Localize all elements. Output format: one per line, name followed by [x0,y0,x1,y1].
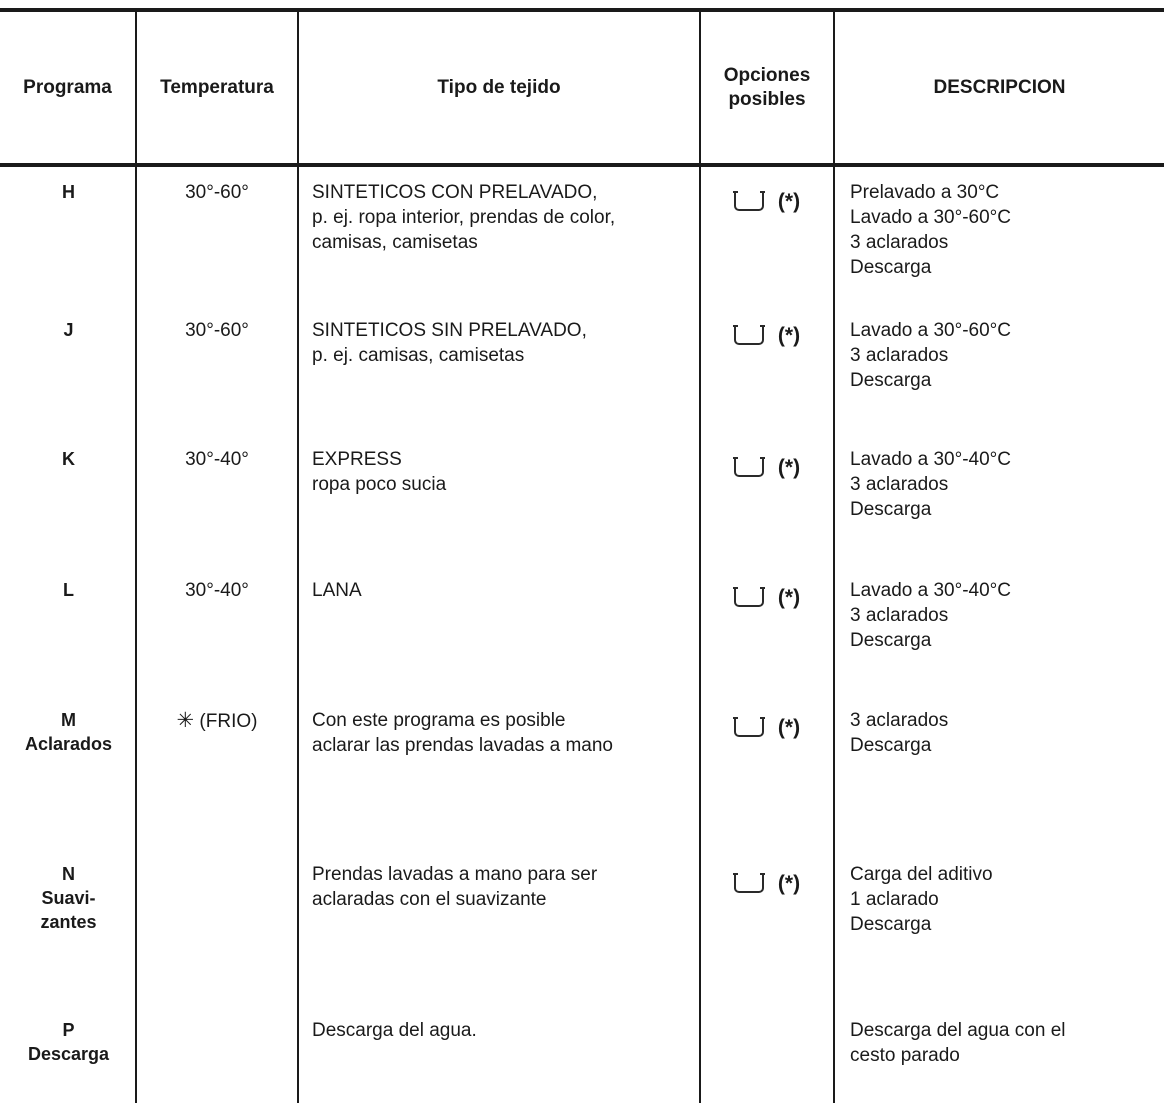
programa-cell [0,578,137,602]
programa-cell-line: N [62,864,75,884]
tipo-cell [312,180,697,255]
tub-icon [734,718,764,737]
programa-cell-line: L [63,580,74,600]
descripcion-cell-line: Lavado a 30°-60°C [850,207,1011,228]
temperatura-cell [137,578,297,603]
programa-cell-line: H [62,182,75,202]
option-note-mark: (*) [777,716,801,739]
descripcion-cell [850,862,1160,937]
tipo-cell-line: p. ej. ropa interior, prendas de color, [312,207,616,228]
descripcion-cell-line: 3 aclarados [850,474,949,495]
tipo-cell [312,318,697,368]
tub-icon [734,326,764,345]
column-divider [833,10,835,1103]
snowflake-icon: ✳ [176,709,195,732]
temperatura-cell [137,180,297,205]
opciones-cell [701,585,833,610]
tipo-cell-line: SINTETICOS CON PRELAVADO, [312,182,598,203]
descripcion-cell [850,447,1160,522]
opciones-cell [701,323,833,348]
programa-cell [0,180,137,204]
programa-cell [0,862,137,934]
option-note-mark: (*) [777,456,801,479]
descripcion-cell-line: Lavado a 30°-40°C [850,580,1011,601]
option-note-mark: (*) [777,586,801,609]
temperatura-value: (FRIO) [199,711,258,732]
descripcion-cell-line: cesto parado [850,1045,960,1066]
programa-cell [0,318,137,342]
descripcion-cell-line: 3 aclarados [850,710,949,731]
programa-cell-line: zantes [40,912,97,932]
descripcion-cell-line: Descarga [850,630,932,651]
header-programa: Programa [23,76,112,98]
descripcion-cell-line: 3 aclarados [850,605,949,626]
programa-cell [0,708,137,756]
descripcion-cell-line: Descarga [850,257,932,278]
programa-cell [0,447,137,471]
temperatura-value: 30°-40° [185,449,249,470]
header-opciones-posibles [701,12,833,163]
tipo-cell-line: ropa poco sucia [312,474,447,495]
header-descripcion: DESCRIPCION [933,76,1066,98]
programa-cell-line: Descarga [27,1044,110,1064]
header-opciones-line: Opciones [723,64,811,86]
tub-icon [734,192,764,211]
tipo-cell [312,1018,697,1043]
opciones-cell [701,871,833,896]
tipo-cell-line: p. ej. camisas, camisetas [312,345,525,366]
tipo-cell-line: EXPRESS [312,449,402,470]
column-divider [297,10,299,1103]
descripcion-cell [850,318,1160,393]
descripcion-cell-line: 1 aclarado [850,889,939,910]
temperatura-value: 30°-40° [185,580,249,601]
header-tipo-de-tejido: Tipo de tejido [437,76,561,98]
tipo-cell-line: aclarar las prendas lavadas a mano [312,735,614,756]
tipo-cell-line: camisas, camisetas [312,232,478,253]
programa-cell-line: K [62,449,75,469]
opciones-cell [701,189,833,214]
opciones-cell [701,455,833,480]
tipo-cell [312,708,697,758]
tipo-cell [312,578,697,603]
descripcion-cell [850,708,1160,758]
temperatura-cell [137,447,297,472]
tub-icon [734,874,764,893]
descripcion-cell-line: Descarga del agua con el [850,1020,1066,1041]
option-note-mark: (*) [777,872,801,895]
opciones-cell [701,715,833,740]
tipo-cell-line: Prendas lavadas a mano para ser [312,864,598,885]
column-divider [135,10,137,1103]
descripcion-cell-line: Prelavado a 30°C [850,182,1000,203]
descripcion-cell-line: Lavado a 30°-40°C [850,449,1011,470]
descripcion-cell-line: Descarga [850,370,932,391]
tub-icon [734,458,764,477]
descripcion-cell-line: 3 aclarados [850,232,949,253]
column-divider [699,10,701,1103]
temperatura-cell [137,708,297,734]
programa-cell-line: P [62,1020,75,1040]
descripcion-cell-line: Carga del aditivo [850,864,993,885]
descripcion-cell-line: 3 aclarados [850,345,949,366]
temperatura-value: 30°-60° [185,182,249,203]
tipo-cell-line: aclaradas con el suavizante [312,889,547,910]
option-note-mark: (*) [777,190,801,213]
descripcion-cell [850,1018,1160,1068]
programa-cell-line: J [63,320,74,340]
descripcion-cell-line: Lavado a 30°-60°C [850,320,1011,341]
tipo-cell-line: SINTETICOS SIN PRELAVADO, [312,320,587,341]
tipo-cell-line: Descarga del agua. [312,1020,477,1041]
descripcion-cell-line: Descarga [850,914,932,935]
header-temperatura: Temperatura [160,76,274,98]
tub-icon [734,588,764,607]
programa-cell-line: Suavi- [41,888,96,908]
tipo-cell [312,862,697,912]
option-note-mark: (*) [777,324,801,347]
descripcion-cell [850,180,1160,280]
temperatura-value: 30°-60° [185,320,249,341]
tipo-cell-line: LANA [312,580,362,601]
descripcion-cell-line: Descarga [850,735,932,756]
descripcion-cell [850,578,1160,653]
descripcion-cell-line: Descarga [850,499,932,520]
programa-cell-line: M [61,710,76,730]
header-posibles-line: posibles [728,88,806,110]
tipo-cell [312,447,697,497]
programa-cell [0,1018,137,1066]
programa-cell-line: Aclarados [24,734,113,754]
header-bottom-rule [0,163,1164,167]
temperatura-cell [137,318,297,343]
tipo-cell-line: Con este programa es posible [312,710,566,731]
